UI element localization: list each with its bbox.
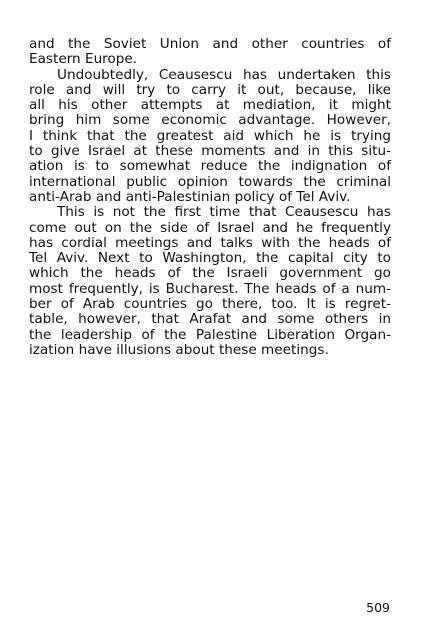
- text-line: has cordial meetings and talks with the heads of: [29, 234, 391, 251]
- text-line: I think that the greatest aid which he is trying: [29, 127, 391, 144]
- page-number: 509: [366, 600, 390, 615]
- text-line: role and will try to carry it out, because, like: [29, 81, 391, 98]
- text-line: bring him some economic advantage. However,: [29, 112, 391, 129]
- text-line: This is not the first time that Ceausescu has: [57, 204, 391, 221]
- text-line: international public opinion towards the criminal: [29, 173, 391, 190]
- text-line: all his other attempts at mediation, it might: [29, 97, 391, 114]
- text-line: anti-Arab and anti-Palestinian policy of Tel Aviv.: [29, 188, 351, 205]
- text-line: the leadership of the Palestine Liberation Organ-: [29, 326, 391, 343]
- text-line: which the heads of the Israeli government go: [29, 265, 391, 282]
- text-line: Tel Aviv. Next to Washington, the capital city to: [29, 250, 391, 267]
- text-line: and the Soviet Union and other countries of: [29, 36, 391, 52]
- text-line: ber of Arab countries go there, too. It is regret-: [29, 296, 391, 313]
- text-line: Undoubtedly, Ceausescu has undertaken this: [57, 66, 391, 83]
- text-line: table, however, that Arafat and some others in: [29, 311, 391, 328]
- text-line: ization have illusions about these meetings.: [29, 341, 329, 358]
- text-line: to give Israel at these moments and in this situ-: [29, 143, 391, 160]
- text-line: ation is to somewhat reduce the indignation of: [29, 158, 391, 175]
- text-line: most frequently, is Bucharest. The heads of a num-: [29, 280, 391, 297]
- body-text: [29, 37, 391, 358]
- text-line: come out on the side of Israel and he frequently: [29, 219, 391, 236]
- text-line: Eastern Europe.: [29, 51, 138, 68]
